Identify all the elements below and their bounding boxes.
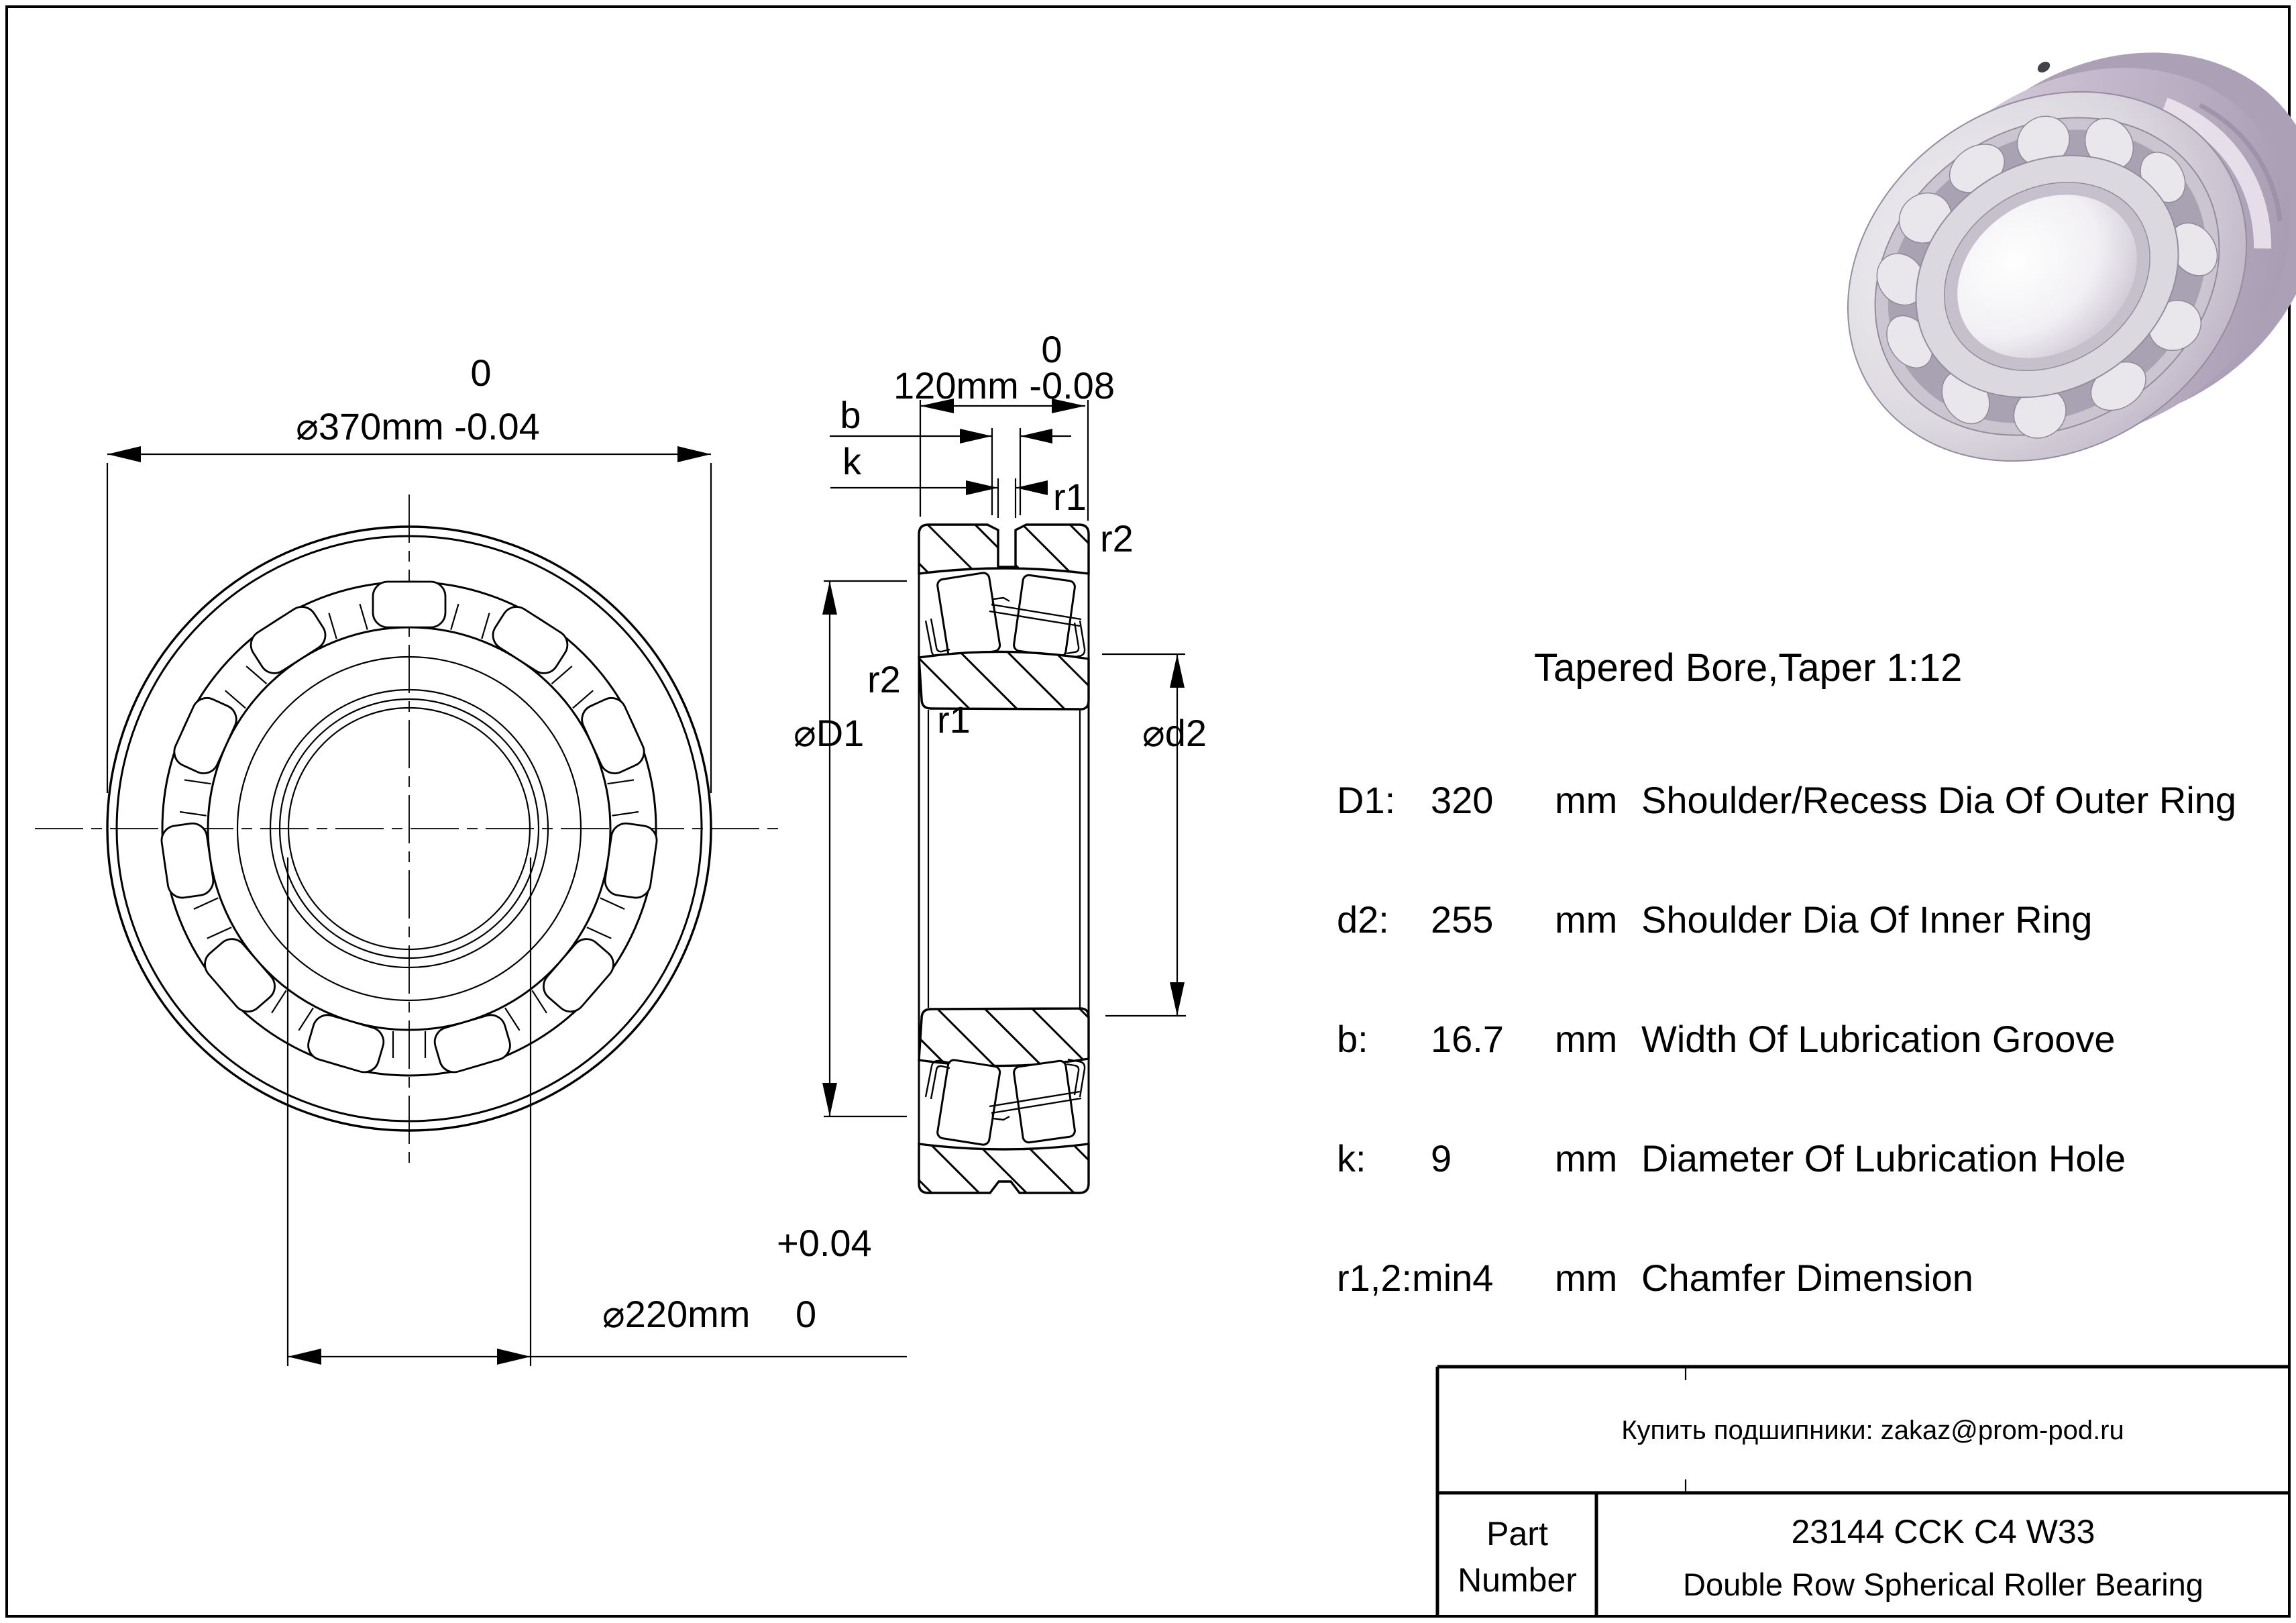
label-d1: ⌀D1: [794, 712, 865, 754]
label-k: k: [842, 440, 861, 482]
label-r2-side: r2: [867, 658, 901, 700]
spec-desc: Diameter Of Lubrication Hole: [1641, 1137, 2126, 1180]
spec-value: 320: [1431, 779, 1494, 821]
spec-row-b: [1337, 1018, 2116, 1060]
spec-label: b:: [1337, 1018, 1368, 1060]
dim-bore-tolerance-upper: +0.04: [777, 1222, 872, 1264]
spec-title: Tapered Bore,Taper 1:12: [1534, 646, 1963, 690]
spec-row-d2: [1337, 898, 2092, 941]
dim-outer-value: ⌀370mm -0.04: [296, 405, 540, 448]
dim-bore-tolerance-lower: 0: [796, 1293, 817, 1335]
dim-width-value: 120mm -0.08: [893, 364, 1115, 407]
spec-unit: mm: [1555, 1018, 1618, 1060]
spec-label: k:: [1337, 1137, 1366, 1180]
spec-label: D1:: [1337, 779, 1396, 821]
spec-unit: mm: [1555, 1257, 1618, 1299]
spec-value: 255: [1431, 898, 1494, 941]
section-roller-bottom-left: [936, 1059, 1000, 1146]
spec-label: r1,2:min4: [1337, 1257, 1494, 1299]
spec-unit: mm: [1555, 779, 1618, 821]
section-inner-ring-bottom: [919, 1008, 1089, 1066]
contact-text: Купить подшипники: zakaz@prom-pod.ru: [1621, 1416, 2124, 1445]
section-roller-top-left: [936, 572, 1000, 659]
spec-desc: Shoulder/Recess Dia Of Outer Ring: [1641, 779, 2237, 821]
part-label-line2: Number: [1458, 1561, 1577, 1599]
label-r1-side: r1: [937, 698, 971, 741]
spec-unit: mm: [1555, 898, 1618, 941]
label-d2: ⌀d2: [1142, 712, 1207, 754]
dim-bore-value: ⌀220mm: [602, 1293, 751, 1335]
part-label-line1: Part: [1486, 1515, 1548, 1553]
spec-desc: Chamfer Dimension: [1641, 1257, 1973, 1299]
spec-row-d1: [1337, 779, 2236, 821]
part-number: 23144 CCK C4 W33: [1791, 1513, 2095, 1551]
spec-desc: Shoulder Dia Of Inner Ring: [1641, 898, 2093, 941]
dim-width-tolerance-upper: 0: [1041, 328, 1062, 370]
spec-label: d2:: [1337, 898, 1389, 941]
spec-row-r12: [1337, 1257, 1973, 1299]
dim-outer-tolerance-upper: 0: [470, 352, 492, 394]
spec-value: 9: [1431, 1137, 1452, 1180]
spec-unit: mm: [1555, 1137, 1618, 1180]
spec-desc: Width Of Lubrication Groove: [1641, 1018, 2116, 1060]
part-description: Double Row Spherical Roller Bearing: [1683, 1567, 2203, 1602]
label-b: b: [840, 394, 861, 436]
label-r2-top: r2: [1100, 517, 1134, 560]
spec-value: 16.7: [1431, 1018, 1504, 1060]
label-r1-top: r1: [1053, 476, 1087, 518]
